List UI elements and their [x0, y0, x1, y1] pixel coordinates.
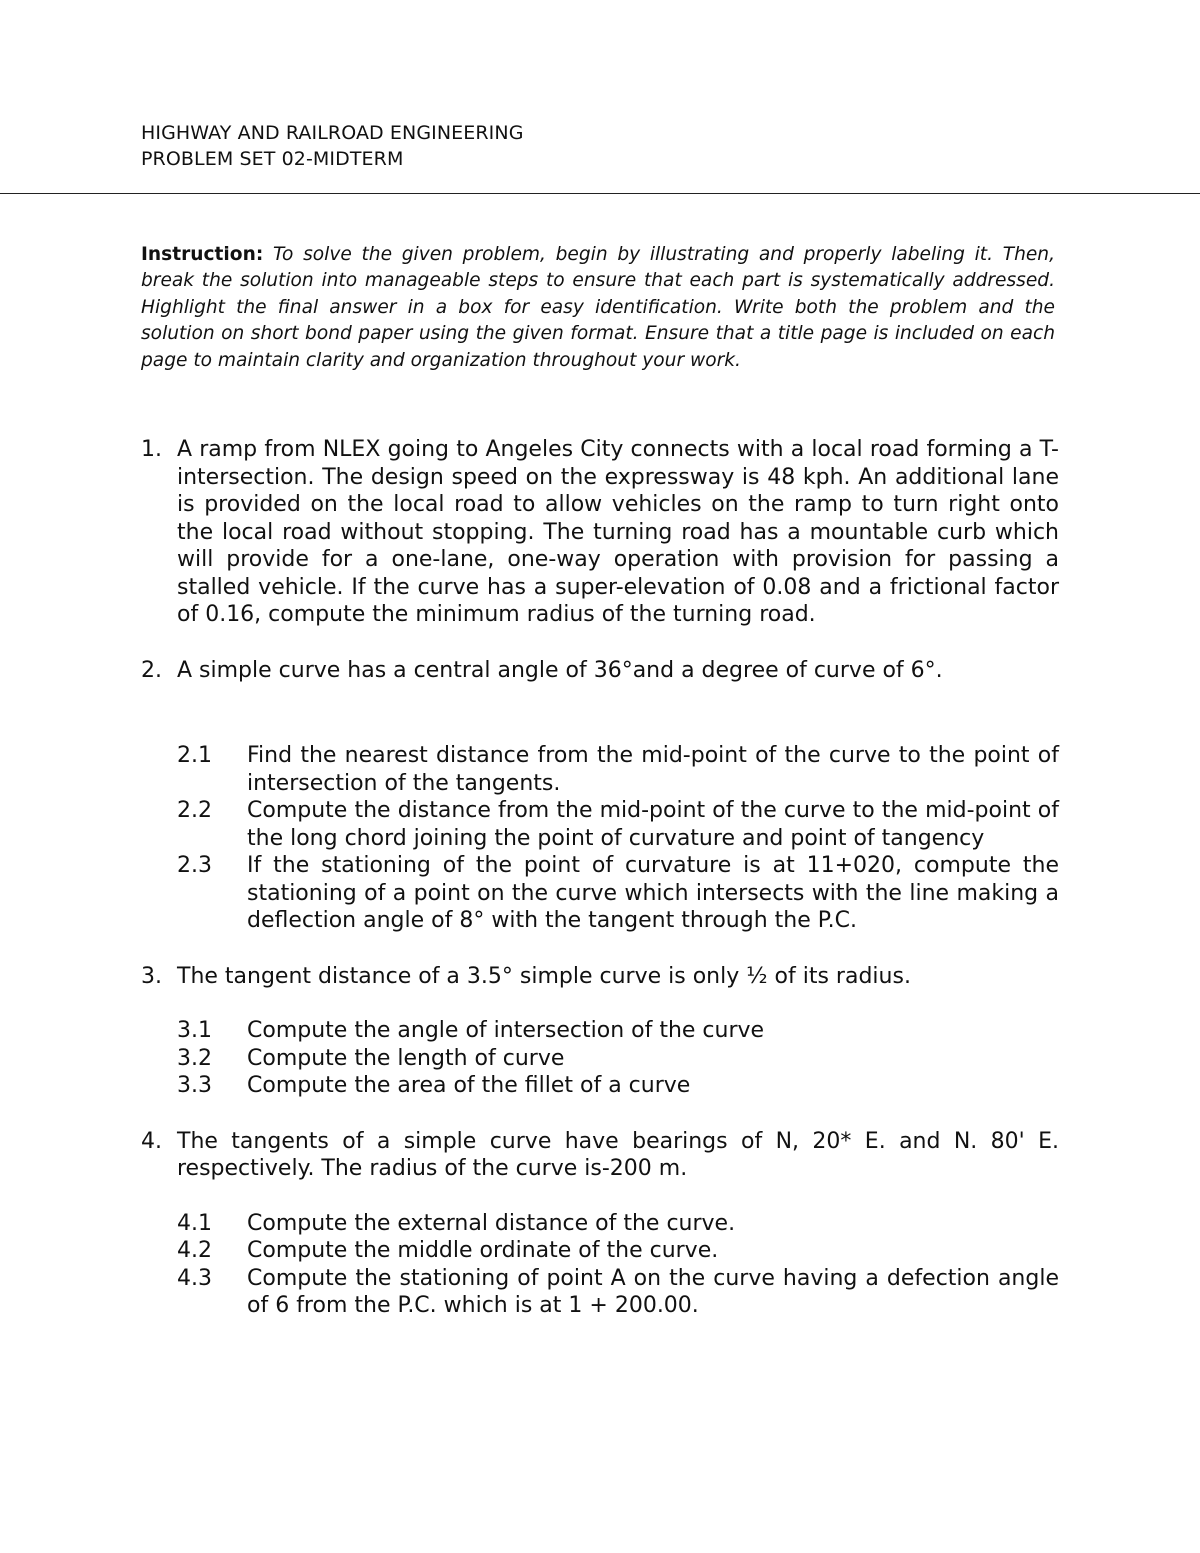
problem-2 [141, 657, 1059, 685]
subproblem-number: 3.3 [177, 1073, 212, 1098]
problem-number: 1. [141, 437, 162, 462]
subproblem-text: Compute the angle of intersection of the curve [247, 1018, 765, 1043]
problem-text: A ramp from NLEX going to Angeles City connects with a local road forming a T-intersection. The design speed on the expressway is 48 kph. An additional lane is provided on the local road to allow vehicles on the ramp to turn right onto the local road without stopping. The turning road has a mountable curb which will provide for a one-lane, one-way operation with provision for passing a stalled vehicle. If the curve has a super-elevation of 0.08 and a frictional factor of 0.16, compute the minimum radius of the turning road. [177, 437, 1059, 627]
header-divider [0, 193, 1200, 194]
instruction-label: Instruction: [141, 244, 264, 265]
subproblem-3-1 [141, 1017, 1059, 1045]
subproblem-text: Compute the stationing of point A on the curve having a defection angle of 6 from the P.C. which is at 1 + 200.00. [247, 1265, 1059, 1318]
subproblem-4-2 [141, 1237, 1059, 1265]
subproblem-number: 2.1 [177, 743, 212, 768]
document-header [141, 120, 524, 172]
problem-number: 4. [141, 1128, 162, 1154]
subproblem-2-1 [141, 742, 1059, 797]
instruction-text: To solve the given problem, begin by illustrating and properly labeling it. Then, break the solution into manageable steps to ensure that each part is systematically addressed. Highlight the final answer in a box for easy identification. Write both the problem and the solution on short bond paper using the given format. Ensure that a title page is included on each page to maintain clarity and organization throughout your work. [141, 244, 1055, 371]
subproblem-text: If the stationing of the point of curvature is at 11+020, compute the stationing of a point on the curve which intersects with the line making a deflection angle of 8° with the tangent through the P.C. [247, 853, 1059, 933]
problem-3 [141, 963, 1059, 991]
problem-4 [141, 1128, 1059, 1183]
subproblem-number: 3.1 [177, 1018, 212, 1043]
problem-1 [141, 436, 1059, 629]
subproblem-text: Find the nearest distance from the mid-point of the curve to the point of intersection of the tangents. [247, 743, 1059, 796]
problem-text: The tangents of a simple curve have bearings of N, 20* E. and N. 80' E. respectively. The radius of the curve is-200 m. [177, 1128, 1059, 1181]
subproblem-4-1 [141, 1210, 1059, 1238]
subproblem-number: 4.3 [177, 1265, 212, 1291]
subproblem-text: Compute the middle ordinate of the curve. [247, 1238, 719, 1263]
subproblem-text: Compute the distance from the mid-point of the curve to the mid-point of the long chord joining the point of curvature and point of tangency [247, 798, 1059, 851]
subproblem-number: 4.1 [177, 1210, 212, 1236]
subproblem-number: 3.2 [177, 1045, 212, 1071]
course-title: HIGHWAY AND RAILROAD ENGINEERING [141, 122, 524, 144]
problem-number: 2. [141, 657, 162, 683]
subproblem-text: Compute the external distance of the curve. [247, 1210, 736, 1236]
problem-set-title: PROBLEM SET 02-MIDTERM [141, 148, 404, 170]
subproblem-number: 2.2 [177, 798, 212, 823]
subproblem-number: 2.3 [177, 853, 212, 878]
problem-list [141, 436, 1059, 1320]
subproblem-3-2 [141, 1045, 1059, 1073]
problem-text: The tangent distance of a 3.5° simple curve is only ½ of its radius. [177, 963, 911, 989]
subproblem-2-3 [141, 852, 1059, 935]
subproblem-4-3 [141, 1265, 1059, 1320]
subproblem-3-3 [141, 1072, 1059, 1100]
subproblem-number: 4.2 [177, 1238, 212, 1263]
problem-number: 3. [141, 963, 162, 989]
subproblem-text: Compute the length of curve [247, 1045, 565, 1071]
subproblem-2-2 [141, 797, 1059, 852]
problem-text: A simple curve has a central angle of 36°and a degree of curve of 6°. [177, 657, 943, 683]
subproblem-text: Compute the area of the fillet of a curve [247, 1073, 691, 1098]
instruction-paragraph [141, 242, 1055, 374]
